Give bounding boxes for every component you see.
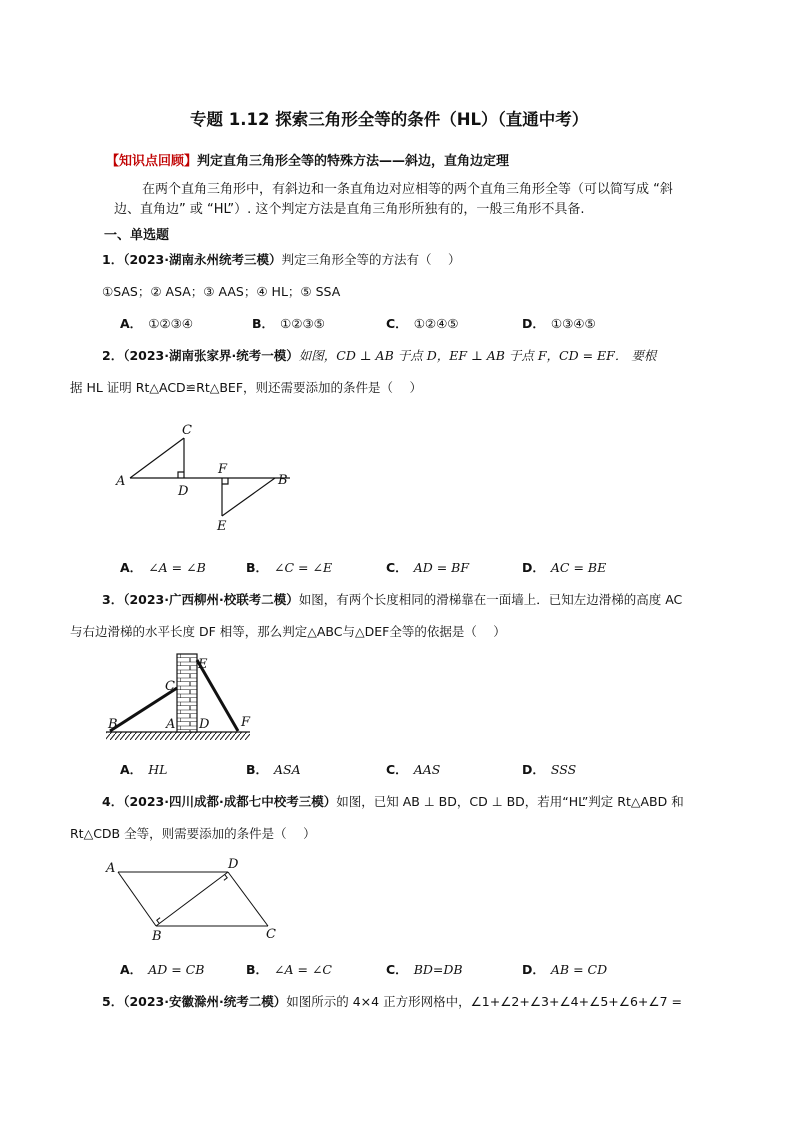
label-f: F (241, 715, 251, 730)
q2-option-d[interactable] (522, 558, 606, 576)
option-label: A． (120, 962, 143, 977)
question-1-line2: ①SAS；② ASA；③ AAS；④ HL；⑤ SSA (102, 284, 341, 299)
label-c: C (182, 423, 192, 438)
q4-option-d[interactable] (522, 960, 607, 978)
question-source: （2023·安徽滁州·统考二模） (123, 994, 287, 1009)
option-text: ASA (274, 762, 301, 777)
option-text: AD = BF (413, 560, 470, 575)
option-label: D． (522, 762, 545, 777)
option-text: ①②④⑤ (413, 316, 459, 331)
question-text: 如图所示的 4×4 正方形网格中，∠1+∠2+∠3+∠4+∠5+∠6+∠7 = (286, 994, 682, 1009)
line-dc (228, 872, 268, 926)
label-e: E (198, 657, 208, 672)
knowledge-tag: 【知识点回顾】 (106, 154, 198, 169)
question-5-line1 (102, 992, 682, 1010)
right-angle-f (222, 478, 228, 484)
label-a: A (166, 717, 176, 732)
option-text: AD = CB (148, 962, 205, 977)
option-label: D． (522, 962, 545, 977)
option-label: B． (246, 560, 269, 575)
option-label: D． (522, 316, 545, 331)
option-text: SSS (550, 762, 577, 777)
question-2-line2: 据 HL 证明 Rt△ACD≌Rt△BEF，则还需要添加的条件是（ ） (70, 380, 422, 395)
q1-option-b[interactable] (252, 314, 325, 332)
label-f: F (218, 462, 228, 477)
option-text: ∠A = ∠C (274, 962, 332, 977)
option-label: D． (522, 560, 545, 575)
option-label: C． (386, 316, 408, 331)
q2-option-a[interactable] (120, 558, 206, 576)
label-c: C (266, 927, 276, 942)
question-source: （2023·湖南张家界·统考一模） (123, 348, 299, 363)
q3-option-c[interactable] (386, 760, 440, 778)
question-text: 如图，CD ⊥ AB 于点 D，EF ⊥ AB 于点 F，CD = EF． 要根 (298, 348, 657, 363)
line-ac (130, 438, 184, 478)
q4-option-a[interactable] (120, 960, 204, 978)
question-4-line2: Rt△CDB 全等，则需要添加的条件是（ ） (70, 826, 316, 841)
wall (177, 654, 197, 732)
option-label: A． (120, 316, 143, 331)
option-text: ①②③⑤ (280, 316, 325, 331)
question-number: 5． (102, 994, 124, 1009)
option-text: AB = CD (550, 962, 608, 977)
q4-option-c[interactable] (386, 960, 463, 978)
label-c: C (165, 679, 175, 694)
q1-option-c[interactable] (386, 314, 459, 332)
q2-figure (110, 420, 300, 535)
question-3-line1 (102, 590, 682, 608)
knowledge-body-line1: 在两个直角三角形中，有斜边和一条直角边对应相等的两个直角三角形全等（可以简写成 “斜 (142, 182, 673, 197)
option-text: BD=DB (413, 962, 463, 977)
option-text: ①②③④ (148, 316, 194, 331)
right-angle-d (178, 472, 184, 478)
label-b: B (278, 473, 288, 488)
q3-option-a[interactable] (120, 760, 167, 778)
section-heading: 一、单选题 (104, 228, 170, 243)
option-label: B． (246, 962, 269, 977)
line-eb (222, 478, 275, 516)
label-d: D (199, 717, 210, 732)
question-1-line1 (102, 250, 460, 268)
label-b: B (108, 717, 118, 732)
q2-option-b[interactable] (246, 558, 332, 576)
option-text: AC = BE (550, 560, 607, 575)
question-number: 3． (102, 592, 124, 607)
option-label: B． (246, 762, 269, 777)
option-label: C． (386, 762, 408, 777)
right-angle-b (157, 918, 160, 924)
page-title: 专题 1.12 探索三角形全等的条件（HL）（直通中考） (190, 110, 589, 129)
label-b: B (152, 929, 162, 944)
q1-option-a[interactable] (120, 314, 193, 332)
question-source: （2023·广西柳州·校联考二模） (123, 592, 299, 607)
question-4-line1 (102, 792, 684, 810)
option-label: A． (120, 762, 143, 777)
question-source: （2023·湖南永州统考三模） (123, 252, 282, 267)
label-a: A (106, 861, 116, 876)
question-number: 4． (102, 794, 124, 809)
option-text: ∠C = ∠E (274, 560, 333, 575)
option-text: HL (148, 762, 168, 777)
line-ab (118, 872, 156, 926)
q4-figure (100, 852, 290, 944)
line-bd (156, 872, 228, 926)
q4-option-b[interactable] (246, 960, 332, 978)
option-label: C． (386, 560, 408, 575)
q2-option-c[interactable] (386, 558, 469, 576)
option-label: B． (252, 316, 275, 331)
question-text: 如图，有两个长度相同的滑梯靠在一面墙上．已知左边滑梯的高度 AC (298, 592, 683, 607)
option-text: AAS (413, 762, 441, 777)
knowledge-title: 判定直角三角形全等的特殊方法——斜边，直角边定理 (197, 154, 510, 169)
question-2-line1 (102, 346, 656, 364)
question-text: 如图，已知 AB ⊥ BD，CD ⊥ BD，若用“HL”判定 Rt△ABD 和 (336, 794, 684, 809)
label-d: D (228, 857, 239, 872)
question-text: 判定三角形全等的方法有（ ） (281, 252, 461, 267)
option-text: ∠A = ∠B (148, 560, 206, 575)
option-label: C． (386, 962, 408, 977)
q3-option-b[interactable] (246, 760, 301, 778)
label-e: E (217, 519, 227, 534)
label-d: D (178, 484, 189, 499)
label-a: A (116, 474, 126, 489)
question-number: 1． (102, 252, 124, 267)
option-text: ①③④⑤ (550, 316, 596, 331)
question-source: （2023·四川成都·成都七中校考三模） (123, 794, 337, 809)
option-label: A． (120, 560, 143, 575)
knowledge-heading (106, 150, 509, 169)
q3-figure (100, 650, 260, 746)
knowledge-body-line2: 边、直角边” 或 “HL”）. 这个判定方法是直角三角形所独有的，一般三角形不具备. (114, 202, 585, 217)
ground-hatch (106, 732, 250, 740)
question-3-line2: 与右边滑梯的水平长度 DF 相等，那么判定△ABC与△DEF全等的依据是（ ） (70, 624, 506, 639)
right-angle-d (224, 875, 227, 881)
q3-option-d[interactable] (522, 760, 576, 778)
question-number: 2． (102, 348, 124, 363)
q1-option-d[interactable] (522, 314, 596, 332)
